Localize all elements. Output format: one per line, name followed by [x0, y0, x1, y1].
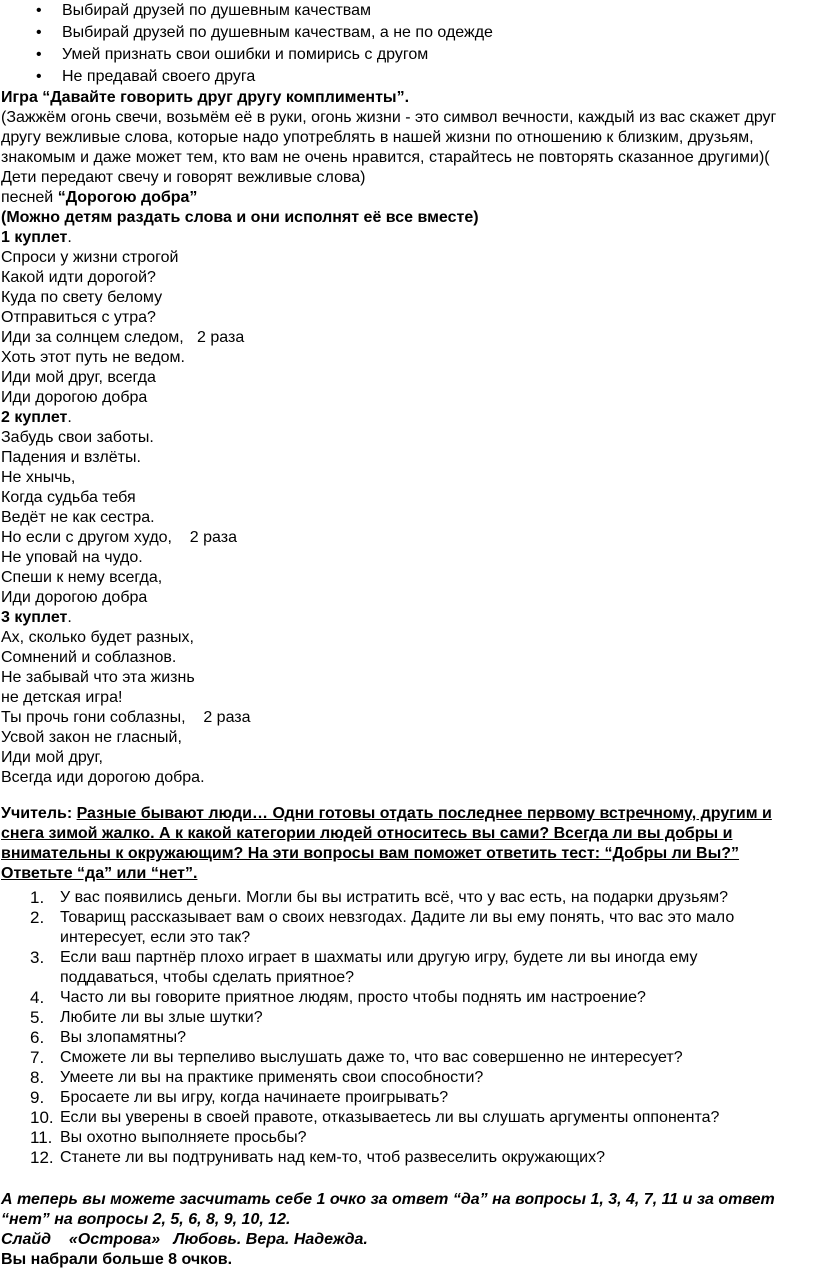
- question-number: 7.: [30, 1048, 45, 1067]
- bullet-text: Умей признать свои ошибки и помирись с другом: [62, 46, 429, 63]
- bullet-text: Не предавай своего друга: [62, 68, 256, 85]
- song-prefix: песней: [1, 189, 58, 206]
- question-text: Любите ли вы злые шутки?: [60, 1009, 263, 1026]
- score-section: [1, 1190, 801, 1270]
- list-item: [30, 1008, 800, 1028]
- question-text: Часто ли вы говорите приятное людям, просто чтобы поднять им настроение?: [60, 989, 646, 1006]
- question-text: Станете ли вы подтрунивать над кем-то, чтоб развеселить окружающих?: [60, 1149, 605, 1166]
- verse-line: Иди мой друг,: [1, 749, 103, 766]
- verse-line: Иди мой друг, всегда: [1, 369, 156, 386]
- list-item: [30, 1088, 800, 1108]
- game-intro: (Зажжём огонь свечи, возьмём её в руки, огонь жизни - это символ вечности, каждый из вас скажет друг другу вежливые слова, которые надо употреблять в нашей жизни по отношению к близким, друзьям, знакомым и даже может тем, кто вам не очень нравится, старайтесь не повторять сказанное другими)( Дети передают свечу и говорят вежливые слова): [1, 109, 777, 186]
- question-number: 8.: [30, 1068, 45, 1087]
- verse-2: [1, 408, 801, 608]
- list-item: [30, 1148, 800, 1168]
- list-item: [30, 1048, 800, 1068]
- question-text: Если ваш партнёр плохо играет в шахматы или другую игру, будете ли вы иногда ему поддаваться, чтобы сделать приятное?: [60, 949, 698, 986]
- verse-line: Иди дорогою добра: [1, 389, 148, 406]
- question-text: Сможете ли вы терпеливо выслушать даже то, что вас совершенно не интересует?: [60, 1049, 683, 1066]
- song-title: “Дорогою добра”: [57, 189, 198, 206]
- list-item: [30, 1028, 800, 1048]
- list-item: [30, 1068, 800, 1088]
- teacher-section: [1, 804, 801, 884]
- list-item: [36, 1, 796, 23]
- verse-line: Спеши к нему всегда,: [1, 569, 163, 586]
- question-number: 5.: [30, 1008, 45, 1027]
- verse-line: Усвой закон не гласный,: [1, 729, 182, 746]
- verse-line: Забудь свои заботы.: [1, 429, 154, 446]
- question-number: 12.: [30, 1148, 54, 1167]
- verse-line: Ах, сколько будет разных,: [1, 629, 194, 646]
- verse-line: Ведёт не как сестра.: [1, 509, 155, 526]
- list-item: [30, 948, 800, 988]
- verse-line: Всегда иди дорогою добра.: [1, 769, 205, 786]
- verse-line: Куда по свету белому: [1, 289, 163, 306]
- verse-heading: 2 куплет.: [1, 409, 72, 426]
- list-item: [30, 1128, 800, 1148]
- verse-3: [1, 608, 801, 788]
- song-note: (Можно детям раздать слова и они исполнят её все вместе): [1, 209, 479, 226]
- verse-line: Не уповай на чудо.: [1, 549, 143, 566]
- verse-1: [1, 228, 801, 408]
- verse-line: Какой идти дорогой?: [1, 269, 156, 286]
- list-item: [30, 908, 800, 948]
- question-number: 1.: [30, 888, 45, 907]
- bullet-icon: •: [36, 24, 42, 41]
- question-number: 9.: [30, 1088, 45, 1107]
- question-number: 4.: [30, 988, 45, 1007]
- bullet-text: Выбирай друзей по душевным качествам, а не по одежде: [62, 24, 493, 41]
- verse-line: Спроси у жизни строгой: [1, 249, 179, 266]
- verse-line: Когда судьба тебя: [1, 489, 136, 506]
- game-title: Игра “Давайте говорить друг другу комплименты”.: [1, 89, 410, 106]
- slide-line: Слайд «Острова» Любовь. Вера. Надежда.: [1, 1231, 368, 1248]
- verse-line: Сомнений и соблазнов.: [1, 649, 177, 666]
- bullet-icon: •: [36, 68, 42, 85]
- song-line: [1, 188, 801, 208]
- verse-line: не детская игра!: [1, 689, 123, 706]
- question-text: Вы злопамятны?: [60, 1029, 186, 1046]
- rules-bullet-list: [36, 1, 796, 89]
- list-item: [30, 1108, 800, 1128]
- question-number: 6.: [30, 1028, 45, 1047]
- verse-line: Хоть этот путь не ведом.: [1, 349, 185, 366]
- bullet-icon: •: [36, 2, 42, 19]
- question-number: 11.: [30, 1128, 53, 1147]
- question-text: Если вы уверены в своей правоте, отказываетесь ли вы слушать аргументы оппонента?: [60, 1109, 720, 1126]
- verse-line: Иди дорогою добра: [1, 589, 148, 606]
- bullet-icon: •: [36, 46, 42, 63]
- bullet-text: Выбирай друзей по душевным качествам: [62, 2, 371, 19]
- question-text: Умеете ли вы на практике применять свои способности?: [60, 1069, 484, 1086]
- verse-line: Иди за солнцем следом, 2 раза: [1, 329, 245, 346]
- test-question-list: [30, 888, 800, 1168]
- question-number: 3.: [30, 948, 45, 967]
- verse-heading: 3 куплет.: [1, 609, 72, 626]
- list-item: [36, 23, 796, 45]
- question-number: 10.: [30, 1108, 54, 1127]
- list-item: [30, 888, 800, 908]
- list-item: [36, 67, 796, 89]
- verse-line: Не хнычь,: [1, 469, 76, 486]
- verse-line: Не забывай что эта жизнь: [1, 669, 195, 686]
- result-line: Вы набрали больше 8 очков.: [1, 1251, 233, 1268]
- verse-line: Ты прочь гони соблазны, 2 раза: [1, 709, 251, 726]
- question-text: Вы охотно выполняете просьбы?: [60, 1129, 307, 1146]
- question-number: 2.: [30, 908, 45, 927]
- game-section: [1, 88, 801, 788]
- teacher-paragraph: [1, 804, 801, 884]
- score-instructions: А теперь вы можете засчитать себе 1 очко за ответ “да” на вопросы 1, 3, 4, 7, 11 и за ответ “нет” на вопросы 2, 5, 6, 8, 9, 10, 12.: [1, 1191, 775, 1228]
- teacher-label: Учитель:: [1, 805, 73, 822]
- verse-line: Но если с другом худо, 2 раза: [1, 529, 237, 546]
- list-item: [36, 45, 796, 67]
- list-item: [30, 988, 800, 1008]
- verse-heading: 1 куплет.: [1, 229, 72, 246]
- question-text: У вас появились деньги. Могли бы вы истратить всё, что у вас есть, на подарки друзьям?: [60, 889, 729, 906]
- teacher-text: Разные бывают люди… Одни готовы отдать последнее первому встречному, другим и снега зимой жалко. А к какой категории людей относитесь вы сами? Всегда ли вы добры и внимательны к окружающим? На эти вопросы вам поможет ответить тест: “Добры ли Вы?” Ответьте “да” или “нет”.: [1, 805, 772, 882]
- verse-line: Отправиться с утра?: [1, 309, 156, 326]
- question-text: Товарищ рассказывает вам о своих невзгодах. Дадите ли вы ему понять, что вас это мало интересует, если это так?: [60, 909, 735, 946]
- verse-line: Падения и взлёты.: [1, 449, 141, 466]
- question-text: Бросаете ли вы игру, когда начинаете проигрывать?: [60, 1089, 449, 1106]
